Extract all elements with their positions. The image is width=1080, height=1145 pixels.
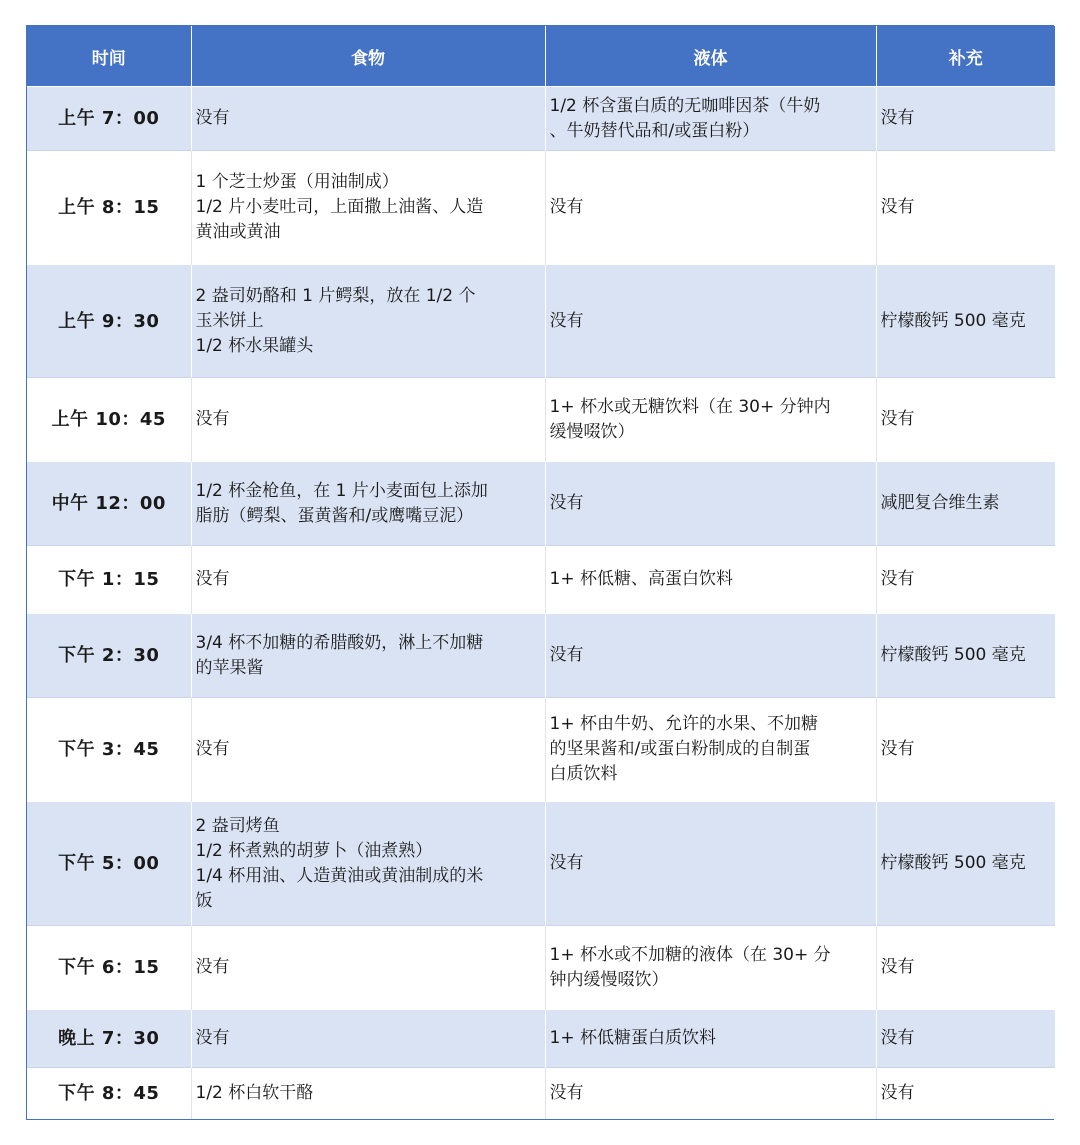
time-cell: 下午 2：30	[27, 614, 191, 698]
time-cell: 上午 10：45	[27, 378, 191, 462]
supplement-cell: 减肥复合维生素	[876, 462, 1055, 546]
header-supplement: 补充	[876, 26, 1055, 87]
liquid-cell: 没有	[545, 1068, 876, 1119]
table-row	[27, 151, 1055, 265]
food-cell: 没有	[191, 378, 545, 462]
table-row	[27, 1068, 1055, 1119]
supplement-cell: 没有	[876, 1068, 1055, 1119]
liquid-cell: 1/2 杯含蛋白质的无咖啡因茶（牛奶 、牛奶替代品和/或蛋白粉）	[545, 87, 876, 151]
time-cell: 下午 5：00	[27, 802, 191, 926]
table-row	[27, 614, 1055, 698]
liquid-cell: 1+ 杯水或无糖饮料（在 30+ 分钟内 缓慢啜饮）	[545, 378, 876, 462]
time-cell: 下午 1：15	[27, 546, 191, 614]
table-row	[27, 802, 1055, 926]
food-cell: 2 盎司奶酪和 1 片鳄梨，放在 1/2 个 玉米饼上 1/2 杯水果罐头	[191, 265, 545, 378]
supplement-cell: 没有	[876, 698, 1055, 802]
supplement-cell: 没有	[876, 1010, 1055, 1068]
header-food: 食物	[191, 26, 545, 87]
liquid-cell: 1+ 杯由牛奶、允许的水果、不加糖 的坚果酱和/或蛋白粉制成的自制蛋 白质饮料	[545, 698, 876, 802]
time-cell: 中午 12：00	[27, 462, 191, 546]
food-cell: 1/2 杯白软干酪	[191, 1068, 545, 1119]
meal-schedule-table	[26, 25, 1054, 1120]
food-cell: 没有	[191, 698, 545, 802]
supplement-cell: 没有	[876, 151, 1055, 265]
supplement-cell: 柠檬酸钙 500 毫克	[876, 614, 1055, 698]
supplement-cell: 没有	[876, 546, 1055, 614]
time-cell: 上午 8：15	[27, 151, 191, 265]
table-row	[27, 698, 1055, 802]
supplement-cell: 没有	[876, 926, 1055, 1010]
liquid-cell: 1+ 杯低糖蛋白质饮料	[545, 1010, 876, 1068]
header-time: 时间	[27, 26, 191, 87]
table-row	[27, 926, 1055, 1010]
time-cell: 下午 8：45	[27, 1068, 191, 1119]
liquid-cell: 没有	[545, 151, 876, 265]
supplement-cell: 没有	[876, 378, 1055, 462]
time-cell: 下午 3：45	[27, 698, 191, 802]
food-cell: 没有	[191, 87, 545, 151]
table-row	[27, 265, 1055, 378]
liquid-cell: 1+ 杯低糖、高蛋白饮料	[545, 546, 876, 614]
table-row	[27, 546, 1055, 614]
liquid-cell: 没有	[545, 265, 876, 378]
table-header-row	[27, 26, 1055, 87]
food-cell: 1/2 杯金枪鱼，在 1 片小麦面包上添加 脂肪（鳄梨、蛋黄酱和/或鹰嘴豆泥）	[191, 462, 545, 546]
supplement-cell: 柠檬酸钙 500 毫克	[876, 265, 1055, 378]
food-cell: 1 个芝士炒蛋（用油制成） 1/2 片小麦吐司，上面撒上油酱、人造 黄油或黄油	[191, 151, 545, 265]
table-row	[27, 1010, 1055, 1068]
table-row	[27, 87, 1055, 151]
food-cell: 没有	[191, 1010, 545, 1068]
liquid-cell: 没有	[545, 614, 876, 698]
table-row	[27, 378, 1055, 462]
liquid-cell: 没有	[545, 802, 876, 926]
table-row	[27, 462, 1055, 546]
food-cell: 2 盎司烤鱼 1/2 杯煮熟的胡萝卜（油煮熟） 1/4 杯用油、人造黄油或黄油制成的米 饭	[191, 802, 545, 926]
time-cell: 下午 6：15	[27, 926, 191, 1010]
supplement-cell: 没有	[876, 87, 1055, 151]
time-cell: 上午 9：30	[27, 265, 191, 378]
food-cell: 3/4 杯不加糖的希腊酸奶，淋上不加糖 的苹果酱	[191, 614, 545, 698]
supplement-cell: 柠檬酸钙 500 毫克	[876, 802, 1055, 926]
food-cell: 没有	[191, 546, 545, 614]
header-liquid: 液体	[545, 26, 876, 87]
schedule-table	[27, 26, 1055, 1119]
liquid-cell: 1+ 杯水或不加糖的液体（在 30+ 分 钟内缓慢啜饮）	[545, 926, 876, 1010]
time-cell: 晚上 7：30	[27, 1010, 191, 1068]
time-cell: 上午 7：00	[27, 87, 191, 151]
liquid-cell: 没有	[545, 462, 876, 546]
food-cell: 没有	[191, 926, 545, 1010]
